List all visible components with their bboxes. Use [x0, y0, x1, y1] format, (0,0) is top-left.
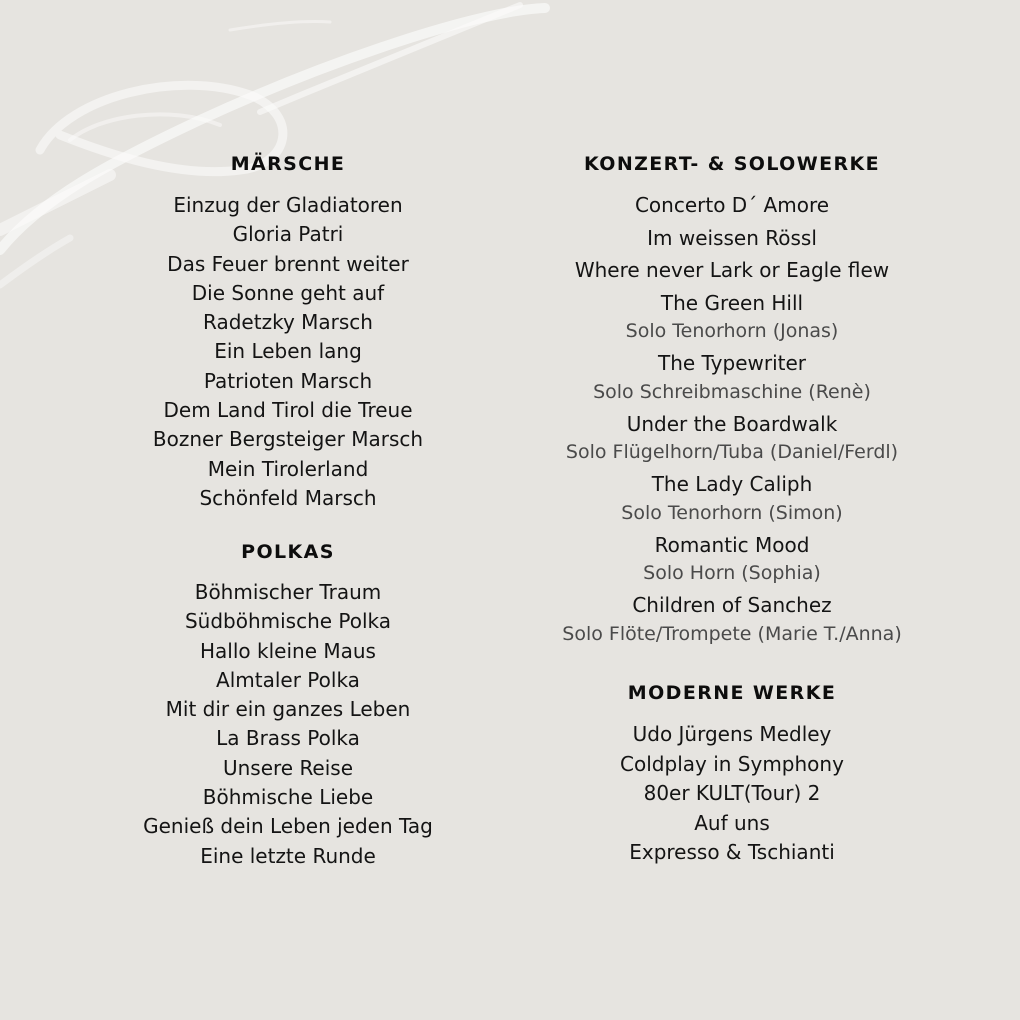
list-item	[510, 256, 954, 285]
list-item	[510, 531, 954, 588]
list-item	[510, 191, 954, 220]
list-item: Südböhmische Polka	[184, 609, 392, 634]
piece-title: Children of Sanchez	[632, 593, 832, 617]
piece-title: The Green Hill	[660, 290, 804, 315]
piece-title: Romantic Mood	[654, 532, 810, 557]
solo-note: Solo Horn (Sophia)	[643, 562, 821, 584]
list-item: La Brass Polka	[216, 726, 360, 751]
list-item: Genieß dein Leben jeden Tag	[143, 814, 433, 839]
piece-title: Im weissen Rössl	[647, 225, 817, 250]
list-item: Einzug der Gladiatoren	[173, 193, 403, 217]
polkas-list	[110, 578, 466, 871]
list-item: Patrioten Marsch	[203, 368, 373, 393]
solo-note: Solo Flöte/Trompete (Marie T./Anna)	[562, 622, 902, 645]
piece-title: The Lady Caliph	[651, 472, 813, 496]
list-item	[510, 224, 954, 253]
marches-list	[110, 191, 466, 513]
section-heading-polkas: POLKAS	[241, 541, 335, 563]
list-item: Die Sonne geht auf	[191, 280, 385, 305]
piece-title: Where never Lark or Eagle flew	[574, 258, 890, 282]
piece-title: Under the Boardwalk	[626, 411, 838, 436]
section-heading-marches: MÄRSCHE	[230, 153, 346, 175]
section-heading-concert: KONZERT- & SOLOWERKE	[584, 153, 880, 175]
list-item: Gloria Patri	[232, 222, 344, 247]
list-item: Almtaler Polka	[216, 667, 360, 692]
modern-list	[510, 720, 954, 868]
list-item: Eine letzte Runde	[200, 843, 376, 868]
list-item: Dem Land Tirol die Treue	[163, 398, 413, 423]
piece-title: The Typewriter	[658, 351, 806, 375]
list-item: 80er KULT(Tour) 2	[643, 781, 821, 805]
list-item: Böhmische Liebe	[202, 785, 374, 810]
list-item: Udo Jürgens Medley	[632, 722, 832, 746]
solo-note: Solo Tenorhorn (Simon)	[621, 501, 843, 524]
list-item: Radetzky Marsch	[203, 310, 373, 335]
list-item: Bozner Bergsteiger Marsch	[152, 427, 424, 452]
list-item	[510, 470, 954, 527]
list-item: Das Feuer brennt weiter	[167, 251, 409, 276]
list-item: Coldplay in Symphony	[620, 751, 844, 776]
list-item: Hallo kleine Maus	[200, 638, 376, 663]
list-item: Mit dir ein ganzes Leben	[165, 697, 411, 722]
list-item: Böhmischer Traum	[194, 580, 382, 604]
list-item: Expresso & Tschianti	[629, 840, 835, 864]
list-item: Unsere Reise	[222, 755, 354, 780]
list-item	[510, 410, 954, 467]
solo-note: Solo Tenorhorn (Jonas)	[625, 320, 839, 342]
list-item: Mein Tirolerland	[207, 456, 369, 481]
list-item: Schönfeld Marsch	[199, 485, 377, 510]
list-item	[510, 591, 954, 648]
piece-title: Concerto D´ Amore	[634, 193, 830, 217]
concert-list	[510, 191, 954, 652]
solo-note: Solo Schreibmaschine (Renè)	[593, 380, 871, 403]
list-item: Ein Leben lang	[214, 339, 362, 364]
solo-note: Solo Flügelhorn/Tuba (Daniel/Ferdl)	[565, 441, 899, 463]
list-item	[510, 289, 954, 346]
list-item	[510, 349, 954, 406]
section-heading-modern: MODERNE WERKE	[627, 682, 837, 704]
list-item: Auf uns	[694, 810, 770, 835]
